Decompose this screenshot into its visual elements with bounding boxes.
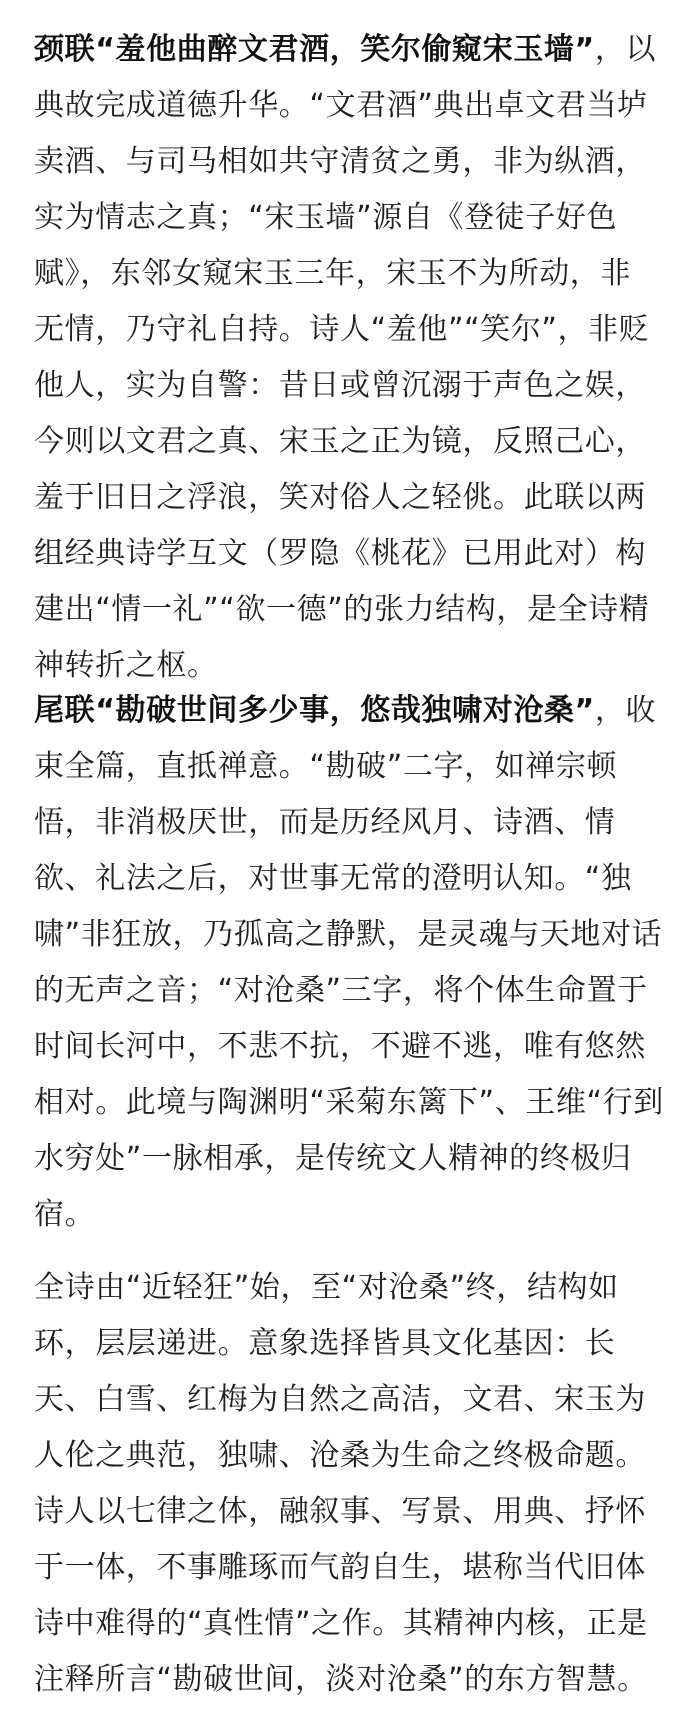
- text-line: 卖酒、与司马相如共守清贫之勇，非为纵酒，: [34, 144, 646, 179]
- text-line: 诗中难得的“真性情”之作。其精神内核，正是: [34, 1606, 648, 1641]
- line-text: ，收: [594, 693, 657, 728]
- text-line: 啸”非狂放，乃孤高之静默，是灵魂与天地对话: [34, 917, 663, 952]
- text-line: 相对。此境与陶渊明“采菊东篱下”、王维“行到: [34, 1085, 664, 1120]
- line-text: ，以: [594, 32, 657, 67]
- text-line: 他人，实为自警：昔日或曾沉溺于声色之娱，: [34, 368, 646, 403]
- text-line: 注释所言“勘破世间，淡对沧桑”的东方智慧。: [34, 1662, 648, 1697]
- bold-lead-text: 颈联“羞他曲醉文君酒，笑尔偷窥宋玉墙”: [34, 32, 595, 67]
- text-line: 羞于旧日之浮浪，笑对俗人之轻佻。此联以两: [34, 480, 646, 515]
- text-line: [34, 22, 670, 78]
- text-line: 建出“情一礼”“欲一德”的张力结构，是全诗精: [34, 592, 650, 627]
- text-line: 人伦之典范，独啸、沧桑为生命之终极命题。: [34, 1438, 646, 1473]
- paragraph-neck-couplet: [34, 22, 670, 694]
- text-line: 水穷处”一脉相承，是传统文人精神的终极归: [34, 1141, 632, 1176]
- text-line: 宿。: [34, 1197, 96, 1232]
- paragraph-tail-couplet: [34, 683, 670, 1243]
- paragraph-summary: [34, 1260, 670, 1708]
- text-line: 欲、礼法之后，对世事无常的澄明认知。“独: [34, 861, 632, 896]
- text-line: 今则以文君之真、宋玉之正为镜，反照己心，: [34, 424, 646, 459]
- text-line: 典故完成道德升华。“文君酒”典出卓文君当垆: [34, 88, 648, 123]
- text-line: 的无声之音；“对沧桑”三字，将个体生命置于: [34, 973, 648, 1008]
- text-line: [34, 683, 670, 739]
- text-line: 悟，非消极厌世，而是历经风月、诗酒、情: [34, 805, 616, 840]
- text-line: 于一体，不事雕琢而气韵自生，堪称当代旧体: [34, 1550, 646, 1585]
- text-line: 诗人以七律之体，融叙事、写景、用典、抒怀: [34, 1494, 646, 1529]
- text-line: 神转折之枢。: [34, 648, 218, 683]
- text-line: 束全篇，直抵禅意。“勘破”二字，如禅宗顿: [34, 749, 618, 784]
- text-line: 无情，乃守礼自持。诗人“羞他”“笑尔”，非贬: [34, 312, 650, 347]
- text-line: 全诗由“近轻狂”始，至“对沧桑”终，结构如: [34, 1270, 619, 1305]
- text-line: 天、白雪、红梅为自然之高洁，文君、宋玉为: [34, 1382, 646, 1417]
- bold-lead-text: 尾联“勘破世间多少事，悠哉独啸对沧桑”: [34, 693, 595, 728]
- text-line: 环，层层递进。意象选择皆具文化基因：长: [34, 1326, 616, 1361]
- text-line: 赋》，东邻女窥宋玉三年，宋玉不为所动，非: [34, 256, 631, 291]
- text-line: 组经典诗学互文（罗隐《桃花》已用此对）构: [34, 536, 646, 571]
- text-line: 时间长河中，不悲不抗，不避不逃，唯有悠然: [34, 1029, 646, 1064]
- text-line: 实为情志之真；“宋玉墙”源自《登徒子好色: [34, 200, 618, 235]
